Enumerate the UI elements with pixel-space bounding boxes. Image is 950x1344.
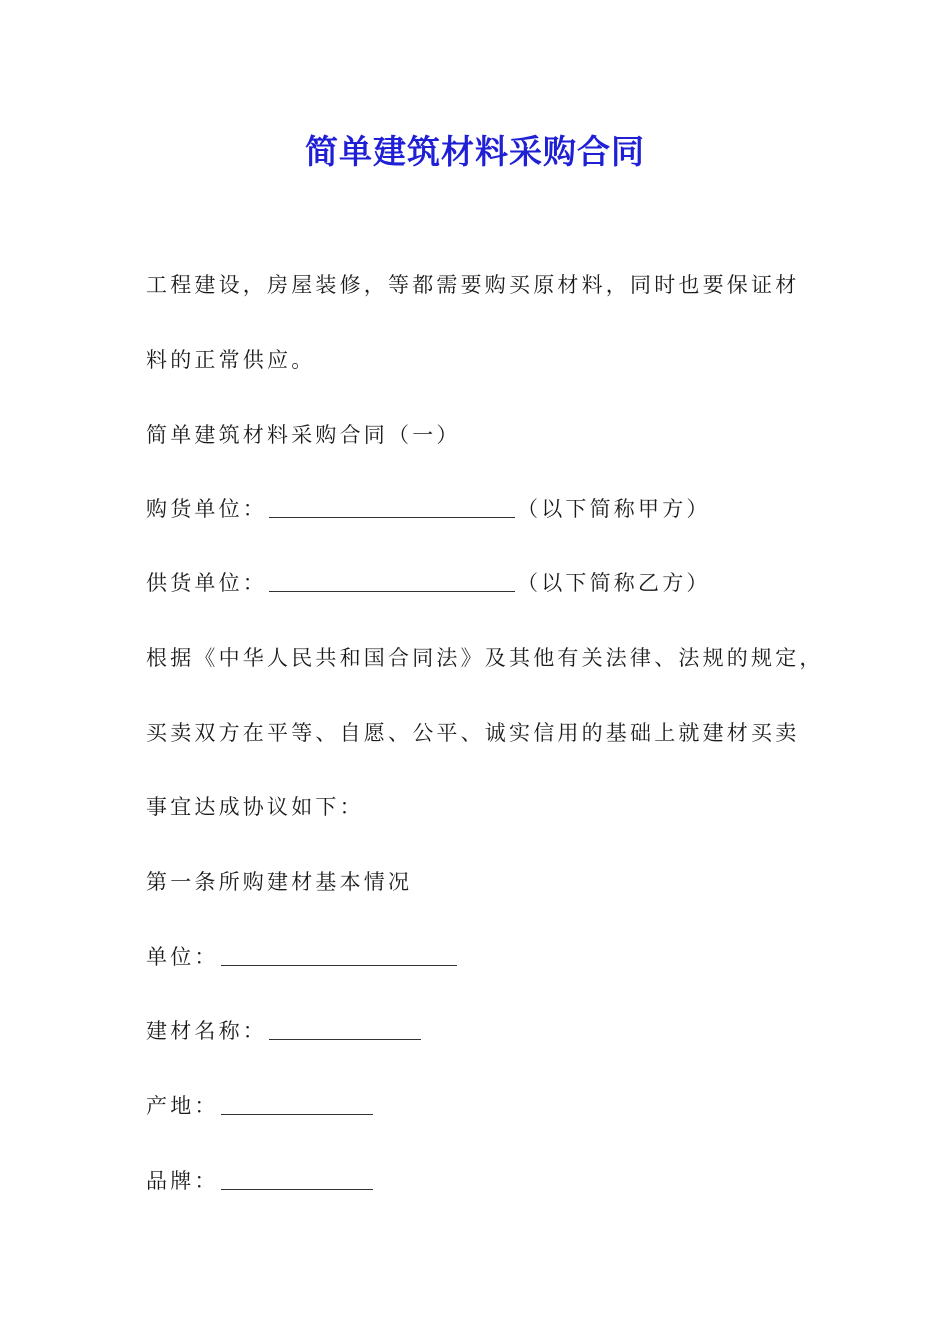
brand-row: [146, 1164, 375, 1198]
buyer-suffix: （以下简称甲方）: [517, 497, 711, 521]
article-1-title: 第一条所购建材基本情况: [146, 870, 413, 894]
unit-blank-field[interactable]: [221, 945, 457, 966]
supplier-blank-field[interactable]: [269, 571, 515, 592]
brand-label: 品牌：: [146, 1169, 219, 1193]
unit-row: [146, 940, 459, 974]
origin-row: [146, 1089, 375, 1123]
material-name-blank-field[interactable]: [269, 1019, 421, 1040]
intro-line-1: 工程建设，房屋装修，等都需要购买原材料，同时也要保证材: [146, 273, 800, 297]
intro-line-2: 料的正常供应。: [146, 348, 316, 372]
supplier-suffix: （以下简称乙方）: [517, 571, 711, 595]
origin-blank-field[interactable]: [221, 1094, 373, 1115]
buyer-blank-field[interactable]: [269, 497, 515, 518]
supplier-row: [146, 566, 711, 600]
buyer-label: 购货单位：: [146, 497, 267, 521]
supplier-label: 供货单位：: [146, 571, 267, 595]
material-name-label: 建材名称：: [146, 1019, 267, 1043]
origin-label: 产地：: [146, 1094, 219, 1118]
document-title: 简单建筑材料采购合同: [305, 132, 645, 171]
unit-label: 单位：: [146, 945, 219, 969]
basis-line-2: 买卖双方在平等、自愿、公平、诚实信用的基础上就建材买卖: [146, 721, 800, 745]
section-title: 简单建筑材料采购合同（一）: [146, 423, 461, 447]
basis-line-1: 根据《中华人民共和国合同法》及其他有关法律、法规的规定，: [146, 646, 824, 670]
basis-line-3: 事宜达成协议如下：: [146, 795, 364, 819]
brand-blank-field[interactable]: [221, 1169, 373, 1190]
material-name-row: [146, 1014, 423, 1048]
buyer-row: [146, 492, 711, 526]
